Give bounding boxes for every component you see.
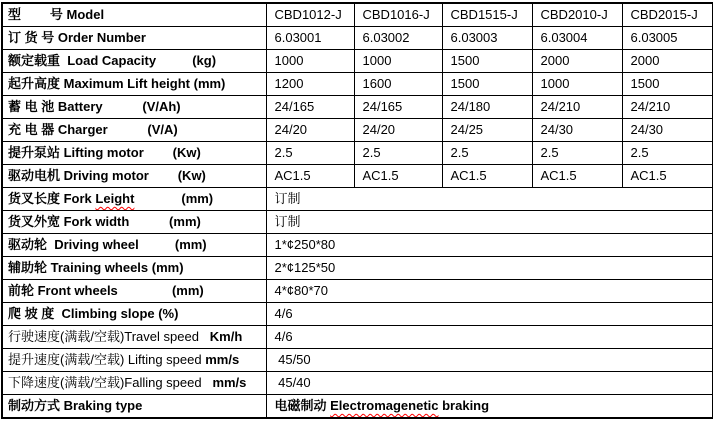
row-charger — [2, 119, 713, 142]
value-cell: CBD1016-J — [354, 3, 442, 27]
value-cell: 1600 — [354, 73, 442, 96]
label-text: 订 货 号 Order Number — [8, 30, 146, 45]
row-lifting-speed — [2, 349, 713, 372]
label-cell-load-capacity — [2, 50, 266, 73]
row-fork-width — [2, 211, 713, 234]
value-text: 电磁制动 — [274, 398, 331, 413]
value-cell-merged: 订制 — [266, 188, 713, 211]
label-cell-lifting-motor — [2, 142, 266, 165]
value-cell: 1500 — [442, 50, 532, 73]
value-cell: AC1.5 — [622, 165, 713, 188]
row-battery — [2, 96, 713, 119]
value-cell: 1500 — [622, 73, 713, 96]
value-cell: 2000 — [622, 50, 713, 73]
label-cell-braking-type — [2, 395, 266, 419]
label-text: 货叉外宽 Fork width (mm) — [8, 214, 201, 229]
value-cell-merged: 45/50 — [266, 349, 713, 372]
row-fork-length — [2, 188, 713, 211]
value-cell: AC1.5 — [354, 165, 442, 188]
value-cell: 24/165 — [266, 96, 354, 119]
label-text: 驱动电机 Driving motor (Kw) — [8, 168, 206, 183]
value-cell: 1500 — [442, 73, 532, 96]
row-falling-speed — [2, 372, 713, 395]
value-cell: 1000 — [266, 50, 354, 73]
value-text: braking — [438, 398, 490, 413]
value-cell: 24/210 — [532, 96, 622, 119]
label-cell-lifting-speed — [2, 349, 266, 372]
value-cell: 24/210 — [622, 96, 713, 119]
value-cell-merged: 订制 — [266, 211, 713, 234]
label-text: 下降速度(满载/空载)Falling speed — [8, 375, 206, 390]
row-braking-type — [2, 395, 713, 419]
row-front-wheels — [2, 280, 713, 303]
value-cell: CBD2010-J — [532, 3, 622, 27]
value-cell-merged: 4*¢80*70 — [266, 280, 713, 303]
value-cell: CBD1515-J — [442, 3, 532, 27]
label-text: 额定载重 Load Capacity (kg) — [8, 53, 217, 68]
value-cell: 2.5 — [442, 142, 532, 165]
value-cell: 1200 — [266, 73, 354, 96]
value-text-misspelled: Electromagenetic — [330, 398, 439, 413]
value-cell-merged: 2*¢125*50 — [266, 257, 713, 280]
label-cell-driving-motor — [2, 165, 266, 188]
value-cell: 6.03001 — [266, 27, 354, 50]
value-cell: AC1.5 — [266, 165, 354, 188]
label-unit: (mm) — [134, 191, 214, 206]
value-cell: 24/180 — [442, 96, 532, 119]
value-cell: CBD1012-J — [266, 3, 354, 27]
value-cell: AC1.5 — [442, 165, 532, 188]
value-cell: 24/30 — [622, 119, 713, 142]
value-cell: 6.03002 — [354, 27, 442, 50]
label-cell-order-number — [2, 27, 266, 50]
row-lift-height — [2, 73, 713, 96]
value-cell: 24/165 — [354, 96, 442, 119]
label-text: 充 电 器 Charger (V/A) — [8, 122, 178, 137]
value-cell: 6.03003 — [442, 27, 532, 50]
label-cell-travel-speed — [2, 326, 266, 349]
value-cell: 6.03005 — [622, 27, 713, 50]
row-training-wheels — [2, 257, 713, 280]
value-cell: 2.5 — [532, 142, 622, 165]
value-cell: 24/25 — [442, 119, 532, 142]
label-cell-charger — [2, 119, 266, 142]
value-cell: AC1.5 — [532, 165, 622, 188]
row-lifting-motor — [2, 142, 713, 165]
label-text: 爬 坡 度 Climbing slope (%) — [8, 306, 179, 321]
label-cell-fork-length — [2, 188, 266, 211]
label-unit: mm/s — [205, 352, 240, 367]
label-cell-front-wheels — [2, 280, 266, 303]
value-cell: 6.03004 — [532, 27, 622, 50]
value-cell: CBD2015-J — [622, 3, 713, 27]
label-text: 货叉长度 Fork — [8, 191, 96, 206]
row-order-number — [2, 27, 713, 50]
label-cell-driving-wheel — [2, 234, 266, 257]
row-driving-motor — [2, 165, 713, 188]
label-text: 起升高度 Maximum Lift height (mm) — [8, 76, 226, 91]
label-cell-fork-width — [2, 211, 266, 234]
row-travel-speed — [2, 326, 713, 349]
value-cell-merged: 4/6 — [266, 303, 713, 326]
label-text-misspelled: Leight — [95, 191, 135, 206]
value-cell: 24/20 — [266, 119, 354, 142]
label-cell-training-wheels — [2, 257, 266, 280]
value-cell: 24/20 — [354, 119, 442, 142]
value-cell: 2.5 — [622, 142, 713, 165]
value-cell-merged: 45/40 — [266, 372, 713, 395]
label-cell-model — [2, 3, 266, 27]
value-cell: 2.5 — [266, 142, 354, 165]
value-cell: 2000 — [532, 50, 622, 73]
label-text: 提升速度(满载/空载) Lifting speed — [8, 352, 206, 367]
label-cell-battery — [2, 96, 266, 119]
label-unit: Km/h — [198, 329, 243, 344]
row-climbing-slope — [2, 303, 713, 326]
value-cell: 24/30 — [532, 119, 622, 142]
label-text: 制动方式 Braking type — [8, 398, 143, 413]
label-text: 驱动轮 Driving wheel (mm) — [8, 237, 207, 252]
row-load-capacity — [2, 50, 713, 73]
value-cell: 2.5 — [354, 142, 442, 165]
label-text: 辅助轮 Training wheels (mm) — [8, 260, 184, 275]
label-text: 行驶速度(满载/空载)Travel speed — [8, 329, 199, 344]
row-model — [2, 3, 713, 27]
label-cell-falling-speed — [2, 372, 266, 395]
label-text: 前轮 Front wheels (mm) — [8, 283, 204, 298]
value-cell-merged — [266, 395, 713, 419]
value-cell-merged: 4/6 — [266, 326, 713, 349]
label-text: 提升泵站 Lifting motor (Kw) — [8, 145, 201, 160]
forklift-spec-table — [1, 2, 713, 419]
label-unit: mm/s — [205, 375, 247, 390]
row-driving-wheel — [2, 234, 713, 257]
value-cell-merged: 1*¢250*80 — [266, 234, 713, 257]
label-cell-climbing-slope — [2, 303, 266, 326]
value-cell: 1000 — [532, 73, 622, 96]
label-text: 蓄 电 池 Battery (V/Ah) — [8, 99, 181, 114]
label-cell-lift-height — [2, 73, 266, 96]
value-cell: 1000 — [354, 50, 442, 73]
label-text: 型 号 Model — [8, 7, 105, 22]
